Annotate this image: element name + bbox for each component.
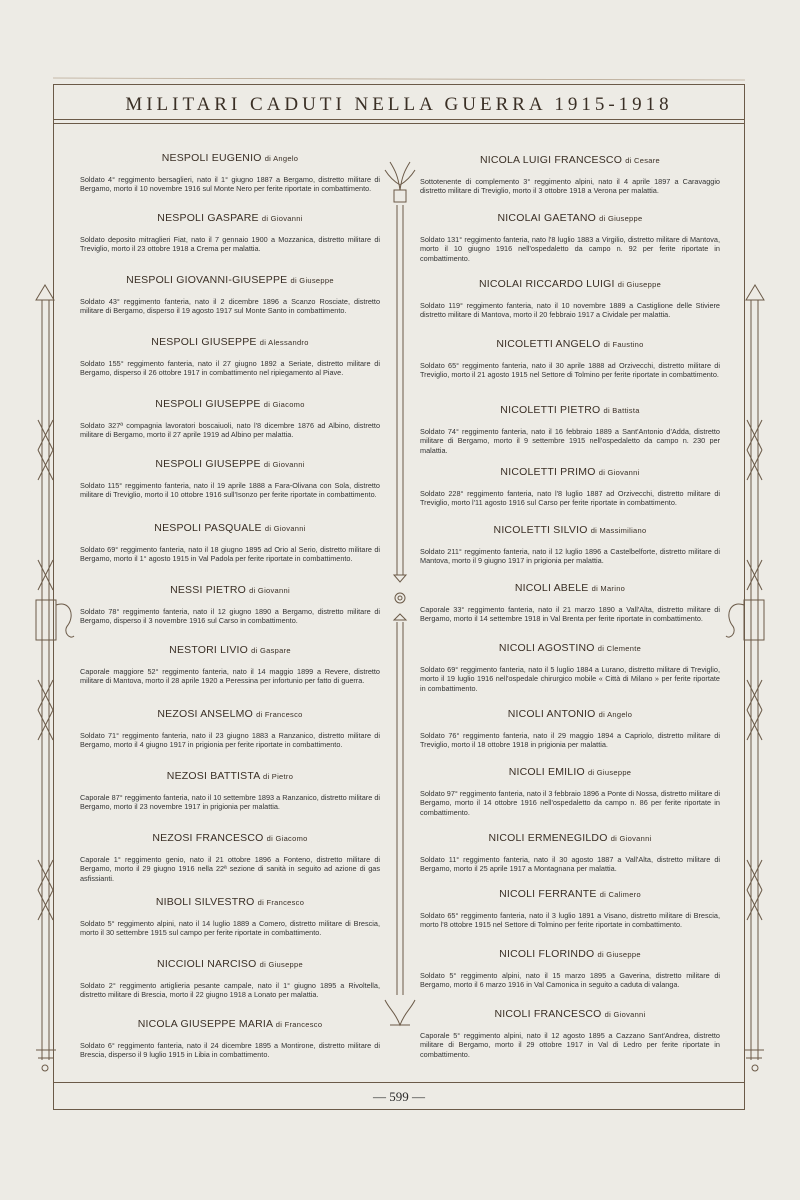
entry [80, 212, 380, 254]
entry [420, 948, 720, 990]
entry [80, 336, 380, 378]
entry [420, 212, 720, 263]
entry-name: NESPOLI PASQUALE di Giovanni [154, 522, 306, 534]
entry-description: Soldato 6° reggimento fanteria, nato il 24 dicembre 1895 a Montirone, distretto militare di Brescia, disperso il 9 luglio 1915 in Libia in combattimento. [80, 1041, 380, 1060]
entry-description: Soldato 2° reggimento artiglieria pesante campale, nato il 1° giugno 1895 a Rivoltella, distretto militare di Brescia, morto il 22 giugno 1918 a Lonato per malattia. [80, 981, 380, 1000]
entry-name: NICOLI ANTONIO di Angelo [507, 708, 633, 720]
entry-description: Soldato 119° reggimento fanteria, nato il 10 novembre 1889 a Castiglione delle Stiviere distretto militare di Mantova, morto il 20 febbraio 1917 a Cividale per malattia. [420, 301, 720, 320]
entry [420, 338, 720, 380]
entry-name: NICOLI EMILIO di Giuseppe [508, 766, 632, 778]
entry [80, 896, 380, 938]
entry [80, 522, 380, 564]
entry [80, 1018, 380, 1060]
entry-name: NESSI PIETRO di Giovanni [170, 584, 290, 596]
entry-name: NICOLETTI PIETRO di Battista [500, 404, 640, 416]
entry-description: Soldato 97° reggimento fanteria, nato il 3 febbraio 1896 a Ponte di Nossa, distretto militare di Bergamo, morto il 14 ottobre 1916 nell'ospedaletto da campo n. 86 per ferite riportate in combattimento. [420, 789, 720, 817]
entry-name: NESPOLI EUGENIO di Angelo [161, 152, 299, 164]
entry-name: NICOLI FERRANTE di Calimero [499, 888, 641, 900]
entry-name: NICOLAI RICCARDO LUIGI di Giuseppe [478, 278, 662, 290]
entry-description: Soldato 71° reggimento fanteria, nato il 23 giugno 1883 a Ranzanico, distretto militare di Bergamo, morto il 4 giugno 1917 in prigionia per ferite riportate in combattimento. [80, 731, 380, 750]
page-title: MILITARI CADUTI NELLA GUERRA 1915-1918 [125, 94, 673, 115]
entry-name: NEZOSI BATTISTA di Pietro [166, 770, 294, 782]
entry-description: Soldato 43° reggimento fanteria, nato il 2 dicembre 1896 a Scanzo Rosciate, distretto militare di Bergamo, disperso il 19 agosto 1917 sul Monte Santo in combattimento. [80, 297, 380, 316]
entry-description: Soldato 131° reggimento fanteria, nato l'8 luglio 1883 a Virgilio, distretto militare di Mantova, morto il 10 giugno 1916 nell'ospedaletto da campo n. 92 per ferite riportate in combattimento. [420, 235, 720, 263]
entry-name: NICOLETTI SILVIO di Massimiliano [493, 524, 647, 536]
entry [420, 708, 720, 750]
entry-name: NIBOLI SILVESTRO di Francesco [155, 896, 305, 908]
entry [80, 832, 380, 883]
entry [80, 770, 380, 812]
entry [80, 458, 380, 500]
entry-description: Soldato 4° reggimento bersaglieri, nato il 1° giugno 1887 a Bergamo, distretto militare di Bergamo, morto il 10 novembre 1916 sul Monte Nero per ferite riportate in combattimento. [80, 175, 380, 194]
entry-name: NICOLI ERMENEGILDO di Giovanni [488, 832, 652, 844]
entry-description: Soldato 11° reggimento fanteria, nato il 30 agosto 1887 a Vall'Alta, distretto militare di Bergamo, morto il 25 aprile 1917 a Montagnana per malattia. [420, 855, 720, 874]
entry-description: Soldato 69° reggimento fanteria, nato il 18 giugno 1895 ad Orio al Serio, distretto militare di Bergamo, morto il 1° agosto 1915 in Val Padola per ferite riportate in combattimento. [80, 545, 380, 564]
entry [80, 584, 380, 626]
entry [80, 274, 380, 316]
entry-name: NESPOLI GIUSEPPE di Giacomo [155, 398, 305, 410]
entry [80, 708, 380, 750]
entry-name: NESPOLI GIUSEPPE di Alessandro [151, 336, 309, 348]
entry-name: NICOLAI GAETANO di Giuseppe [497, 212, 643, 224]
entry [80, 958, 380, 1000]
entry [420, 888, 720, 930]
entry-name: NEZOSI FRANCESCO di Giacomo [152, 832, 308, 844]
entry-name: NICOLA LUIGI FRANCESCO di Cesare [479, 154, 661, 166]
entry-description: Soldato 74° reggimento fanteria, nato il 16 febbraio 1889 a Sant'Antonio d'Adda, distretto militare di Bergamo, morto il 9 settembre 1915 nell'ospedaletto da campo n. 230 per malattia. [420, 427, 720, 455]
entry-description: Caporale 1° reggimento genio, nato il 21 ottobre 1896 a Fonteno, distretto militare di Bergamo, morto il 29 giugno 1916 nella 22ª sezione di sanità in seguito ad azione di gas asfissianti. [80, 855, 380, 883]
entry [420, 1008, 720, 1059]
entry-description: Soldato 327ª compagnia lavoratori boscaiuoli, nato l'8 dicembre 1876 ad Albino, distretto militare di Bergamo, morto il 27 aprile 1919 ad Albino per malattia. [80, 421, 380, 440]
entry [420, 524, 720, 566]
entry-name: NESTORI LIVIO di Gaspare [169, 644, 291, 656]
entry-name: NESPOLI GIOVANNI-GIUSEPPE di Giuseppe [126, 274, 334, 286]
entry-name: NICOLETTI PRIMO di Giovanni [500, 466, 640, 478]
entry-description: Soldato 155° reggimento fanteria, nato il 27 giugno 1892 a Seriate, distretto militare di Bergamo, disperso il 26 ottobre 1917 in combattimento nel ripiegamento al Piave. [80, 359, 380, 378]
entry [420, 154, 720, 196]
entry-description: Soldato 76° reggimento fanteria, nato il 29 maggio 1894 a Capriolo, distretto militare di Treviglio, morto il 18 ottobre 1918 in prigionia per malattia. [420, 731, 720, 750]
entry-name: NICOLI ABELE di Marino [514, 582, 626, 594]
entry-name: NESPOLI GIUSEPPE di Giovanni [155, 458, 305, 470]
entry [80, 152, 380, 194]
entry [420, 582, 720, 624]
entry [420, 404, 720, 455]
entry-description: Soldato 69° reggimento fanteria, nato il 5 luglio 1884 a Lurano, distretto militare di Treviglio, morto il 19 luglio 1916 nell'ospedale chirurgico mobile « Città di Milano » per ferite riportate in combattimento. [420, 665, 720, 693]
entry-description: Soldato 5° reggimento alpini, nato il 15 marzo 1895 a Gaverina, distretto militare di Bergamo, morto il 6 marzo 1916 in Val Camonica in seguito a caduta di valanga. [420, 971, 720, 990]
entry-description: Caporale maggiore 52° reggimento fanteria, nato il 14 maggio 1899 a Revere, distretto militare di Mantova, morto il 28 aprile 1920 a Peressina per infortunio per fatto di guerra. [80, 667, 380, 686]
entry-name: NICOLI FRANCESCO di Giovanni [494, 1008, 646, 1020]
entry-description: Caporale 87° reggimento fanteria, nato il 10 settembre 1893 a Ranzanico, distretto militare di Bergamo, morto il 23 novembre 1917 in prigionia per malattia. [80, 793, 380, 812]
entry-name: NICOLI AGOSTINO di Clemente [498, 642, 642, 654]
entry [420, 466, 720, 508]
entry-description: Soldato 65° reggimento fanteria, nato il 30 aprile 1888 ad Orzivecchi, distretto militare di Treviglio, morto il 21 agosto 1915 nel Settore di Tolmino per ferite riportate in combattimento. [420, 361, 720, 380]
entry-name: NICOLETTI ANGELO di Faustino [496, 338, 644, 350]
entry-name: NICCIOLI NARCISO di Giuseppe [157, 958, 303, 970]
entry-description: Soldato 5° reggimento alpini, nato il 14 luglio 1889 a Comero, distretto militare di Brescia, morto il 30 settembre 1915 sul campo per ferite riportate in combattimento. [80, 919, 380, 938]
entry [420, 766, 720, 817]
entry-description: Soldato 78° reggimento fanteria, nato il 12 giugno 1890 a Bergamo, distretto militare di Bergamo, disperso il 3 novembre 1916 sul Carso in combattimento. [80, 607, 380, 626]
entry [420, 278, 720, 320]
entry [80, 644, 380, 686]
entry [420, 832, 720, 874]
page-number: — 599 — [373, 1089, 425, 1104]
entry-description: Caporale 5° reggimento alpini, nato il 12 agosto 1895 a Cazzano Sant'Andrea, distretto militare di Bergamo, morto il 29 ottobre 1917 in Val di Ledro per ferite riportate in combattimento. [420, 1031, 720, 1059]
entry-description: Soldato 211° reggimento fanteria, nato il 12 luglio 1896 a Castelbelforte, distretto militare di Mantova, morto il 9 giugno 1917 in prigionia per malattia. [420, 547, 720, 566]
entry-description: Soldato 65° reggimento fanteria, nato il 3 luglio 1891 a Visano, distretto militare di Brescia, morto l'8 ottobre 1915 nel Settore di Tolmino per ferite riportate in combattimento. [420, 911, 720, 930]
entry-description: Sottotenente di complemento 3° reggimento alpini, nato il 4 aprile 1897 a Caravaggio distretto militare di Treviglio, morto il 3 ottobre 1918 a Verona per malattia. [420, 177, 720, 196]
entry-name: NEZOSI ANSELMO di Francesco [157, 708, 303, 720]
entry [420, 642, 720, 693]
entry-description: Soldato 115° reggimento fanteria, nato il 19 aprile 1888 a Fara-Olivana con Sola, distretto militare di Treviglio, morto il 10 ottobre 1916 sull'Isonzo per ferite riportate in combattimento. [80, 481, 380, 500]
entry [80, 398, 380, 440]
entry-description: Soldato 228° reggimento fanteria, nato l'8 luglio 1887 ad Orzivecchi, distretto militare di Treviglio, morto l'11 agosto 1916 sul Carso per ferite riportate in combattimento. [420, 489, 720, 508]
entry-description: Caporale 33° reggimento fanteria, nato il 21 marzo 1890 a Vall'Alta, distretto militare di Bergamo, morto il 14 settembre 1918 in Val Brenta per ferite riportate in combattimento. [420, 605, 720, 624]
entry-name: NICOLI FLORINDO di Giuseppe [499, 948, 641, 960]
entry-description: Soldato deposito mitraglieri Fiat, nato il 7 gennaio 1900 a Mozzanica, distretto militare di Treviglio, morto il 23 ottobre 1918 a Crema per malattia. [80, 235, 380, 254]
entry-name: NESPOLI GASPARE di Giovanni [157, 212, 303, 224]
entry-name: NICOLA GIUSEPPE MARIA di Francesco [137, 1018, 323, 1030]
